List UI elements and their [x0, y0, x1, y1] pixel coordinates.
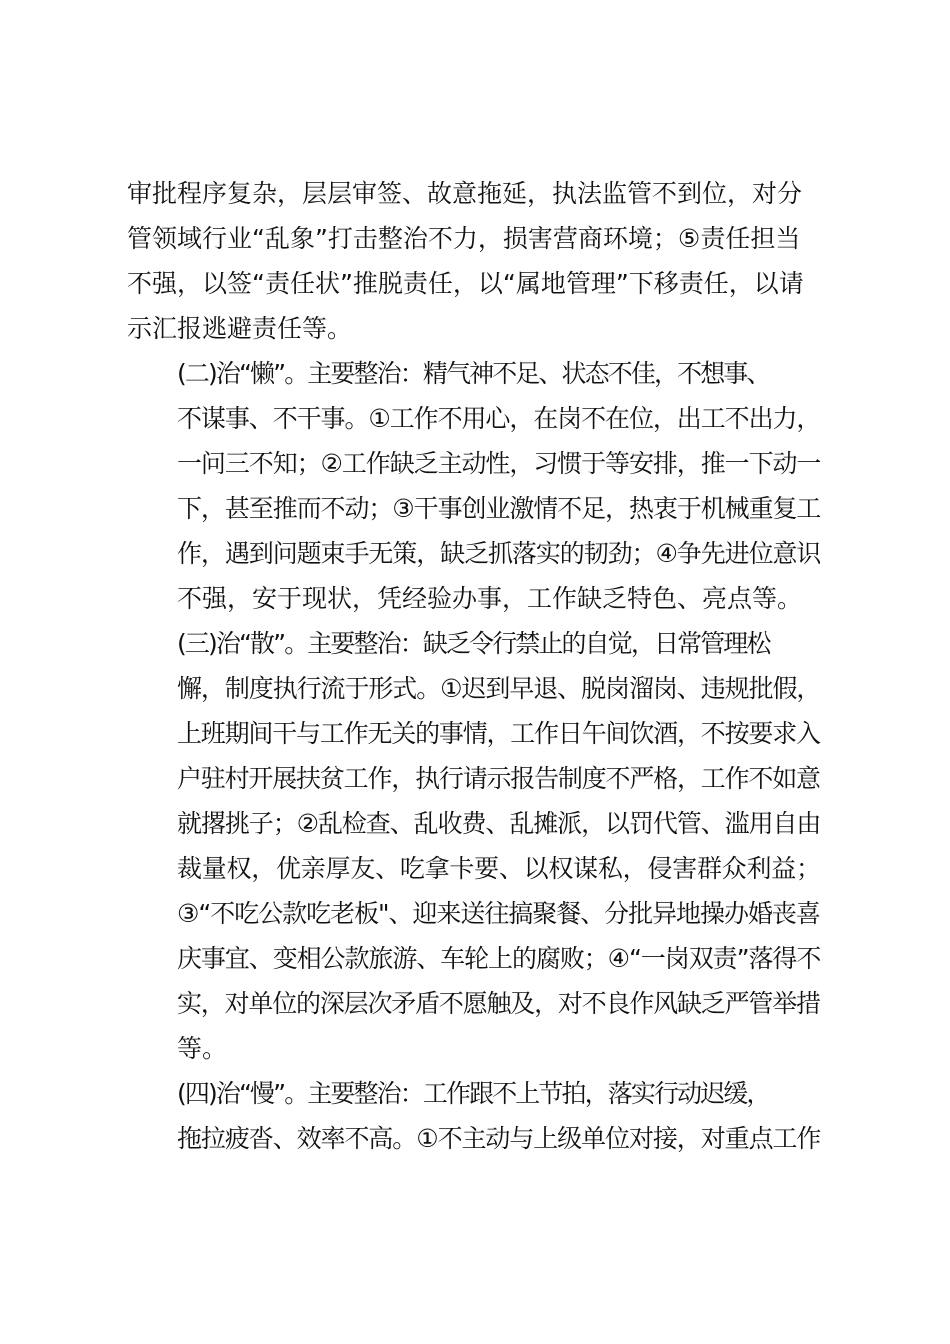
text-line: ③“不吃公款吃老板"、迎来送往搞聚餐、分批异地操办婚丧喜	[177, 899, 820, 928]
text-line: (二)治“懒”。主要整治：精气神不足、状态不佳，不想事、	[177, 359, 770, 388]
paragraph-p3-slow	[127, 1071, 821, 1161]
text-line: 上班期间干与工作无关的事情，工作日午间饮酒，不按要求入	[177, 719, 820, 748]
text-line: 一问三不知；②工作缺乏主动性，习惯于等安排，推一下动一	[177, 449, 821, 478]
text-line: 不谋事、不干事。①工作不用心，在岗不在位，出工不出力，	[177, 404, 821, 433]
text-line: 不强，以签“责任状”推脱责任，以“属地管理”下移责任，以请	[127, 269, 804, 298]
text-line: 拖拉疲沓、效率不高。①不主动与上级单位对接，对重点工作	[177, 1124, 821, 1153]
text-line: 懈，制度执行流于形式。①迟到早退、脱岗溜岗、违规批假，	[177, 674, 821, 703]
text-line: 不强，安于现状，凭经验办事，工作缺乏特色、亮点等。	[177, 584, 803, 613]
paragraph-p0-continuation	[127, 171, 821, 351]
paragraph-p2-loose	[127, 621, 821, 1071]
text-line: 户驻村开展扶贫工作，执行请示报告制度不严格，工作不如意	[177, 764, 820, 793]
text-line: (三)治“散”。主要整治：缺乏令行禁止的自觉，日常管理松	[177, 629, 770, 658]
text-line: 审批程序复杂，层层审签、故意拖延，执法监管不到位，对分	[127, 179, 803, 208]
text-line: (四)治“慢”。主要整治：工作跟不上节拍，落实行动迟缓，	[177, 1079, 770, 1108]
paragraph-p1-lazy	[127, 351, 821, 621]
text-line: 示汇报逃避责任等。	[127, 314, 353, 343]
text-line: 下，甚至推而不动；③干事创业激情不足，热衷于机械重复工	[177, 494, 821, 523]
text-line: 就撂挑子；②乱检查、乱收费、乱摊派，以罚代管、滥用自由	[177, 809, 821, 838]
text-line: 裁量权，优亲厚友、吃拿卡要、以权谋私，侵害群众利益；	[177, 854, 821, 883]
text-line: 管领域行业“乱象”打击整治不力，损害营商环境；⑤责任担当	[127, 224, 801, 253]
text-line: 作，遇到问题束手无策，缺乏抓落实的韧劲；④争先进位意识	[177, 539, 821, 568]
text-line: 实，对单位的深层次矛盾不愿触及，对不良作风缺乏严管举措	[177, 989, 820, 1018]
text-line: 等。	[177, 1034, 228, 1063]
body-text	[127, 171, 821, 1161]
text-line: 庆事宜、变相公款旅游、车轮上的腐败；④“一岗双责”落得不	[177, 944, 821, 973]
